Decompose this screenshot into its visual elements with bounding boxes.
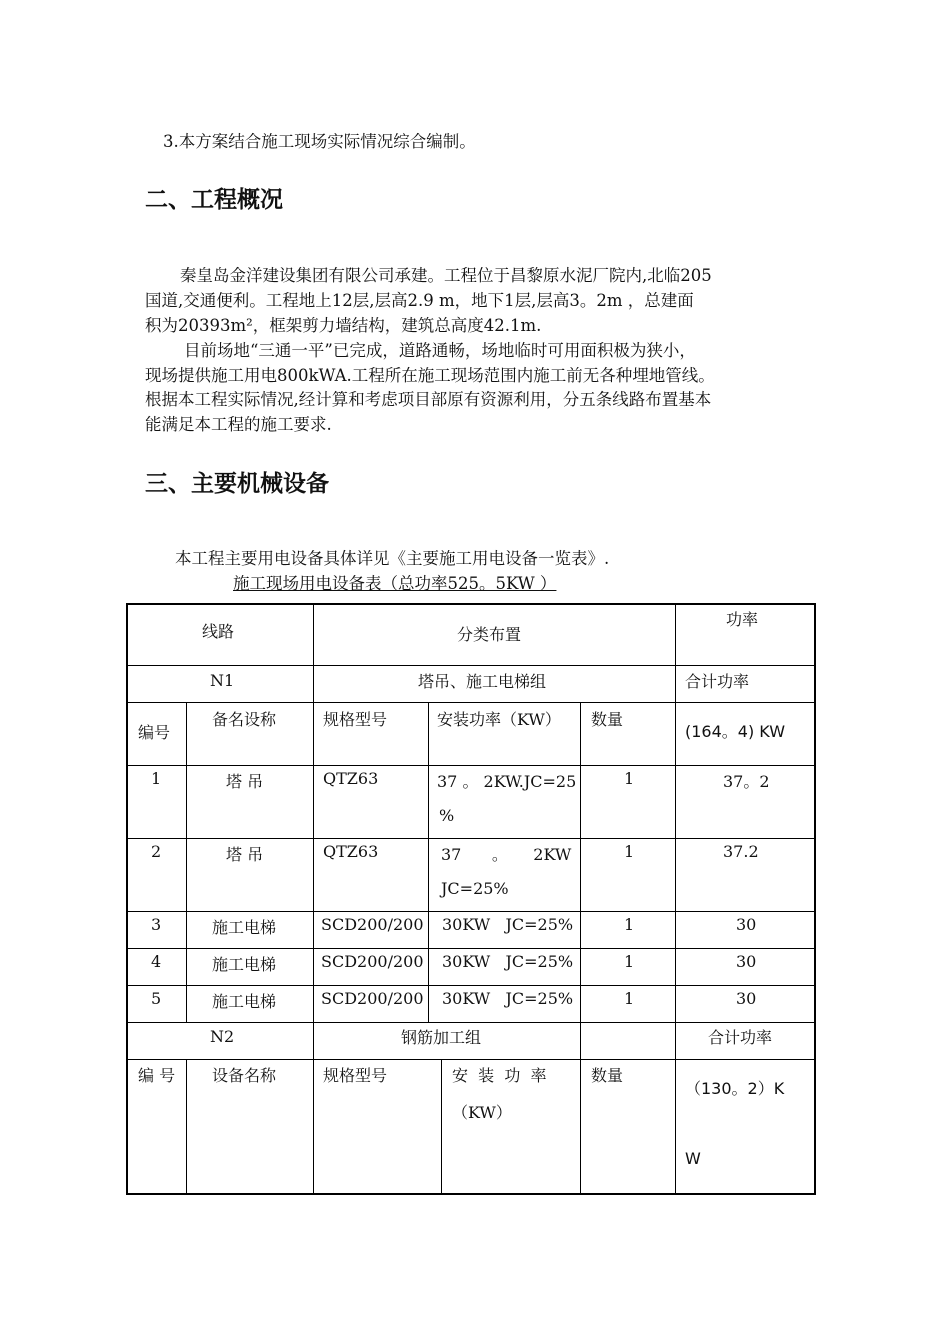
section3-intro: 本工程主要用电设备具体详见《主要施工用电设备一览表》. [175,549,610,568]
group2-total-value: （130。2）K [685,1079,785,1098]
col-power: 安装功率（KW） [437,710,561,729]
row5-name: 施工电梯 [212,992,277,1011]
row3-no: 3 [151,915,162,934]
row5-no: 5 [151,989,162,1008]
row2-total: 37.2 [723,842,759,861]
grid-line [313,603,314,1195]
section2-para2-line4: 能满足本工程的施工要求. [145,415,332,434]
row1-name: 塔 吊 [226,772,264,791]
row1-no: 1 [151,769,162,788]
col-no: 编号 [138,723,171,742]
row4-no: 4 [151,952,162,971]
row1-qty: 1 [624,769,635,788]
grid-line [126,985,816,986]
grid-line [126,1022,816,1023]
intro-item: 3.本方案结合施工现场实际情况综合编制。 [163,132,476,151]
g2-col-power-unit: （KW） [452,1103,512,1122]
grid-line [126,665,816,666]
group2-name: 钢筋加工组 [401,1028,482,1047]
row3-name: 施工电梯 [212,918,277,937]
section2-para1-line2: 国道,交通便利。工程地上12层,层高2.9 m，地下1层,层高3。2m ，总建面 [145,291,694,310]
row2-qty: 1 [624,842,635,861]
row5-total: 30 [736,989,757,1008]
section2-para1-line1: 秦皇岛金洋建设集团有限公司承建。工程位于昌黎原水泥厂院内,北临205 [180,266,712,285]
group2-id: N2 [210,1027,235,1046]
group1-total-label: 合计功率 [685,672,750,691]
g2-col-no: 编 号 [138,1066,176,1085]
g2-col-spec: 规格型号 [323,1066,388,1085]
col-name: 备名设称 [212,710,277,729]
row3-qty: 1 [624,915,635,934]
grid-line [186,1059,187,1195]
grid-line [428,702,429,1022]
grid-line [580,702,581,1195]
grid-line [186,702,187,1022]
row2-no: 2 [151,842,162,861]
section2-heading: 二、工程概况 [145,187,283,213]
grid-line [126,702,816,703]
header-line: 线路 [202,622,235,641]
row2-power-cont: JC=25% [441,879,509,898]
grid-line [126,765,816,766]
grid-line [675,603,676,1195]
row4-qty: 1 [624,952,635,971]
table-caption: 施工现场用电设备表（总功率525。5KW ） [233,574,557,593]
section2-para2-line1: 目前场地“三通一平”已完成，道路通畅，场地临时可用面积极为狭小， [184,341,696,360]
grid-line [126,911,816,912]
row2-name: 塔 吊 [226,845,264,864]
grid-line [441,1059,442,1195]
row5-qty: 1 [624,989,635,1008]
header-power: 功率 [726,610,759,629]
row1-spec: QTZ63 [323,769,379,788]
row3-spec: SCD200/200 [321,915,424,934]
col-qty: 数量 [591,710,624,729]
row3-total: 30 [736,915,757,934]
row1-power-cont: % [439,806,455,825]
grid-line [126,948,816,949]
row4-total: 30 [736,952,757,971]
row1-total: 37。2 [723,772,770,791]
row5-spec: SCD200/200 [321,989,424,1008]
section2-para1-line3: 积为20393m²，框架剪力墙结构，建筑总高度42.1m. [145,316,542,335]
row4-power: 30KW JC=25% [442,952,574,971]
row2-power: 37 。 2KW [441,845,572,864]
g2-col-name: 设备名称 [212,1066,277,1085]
grid-line [126,1059,816,1060]
g2-col-power: 安 装 功 率 [452,1066,547,1085]
group1-id: N1 [210,671,235,690]
group2-total-value-cont: W [685,1149,701,1168]
grid-line [126,838,816,839]
row1-power: 37 。 2KW.JC=25 [437,772,577,791]
section2-para2-line3: 根据本工程实际情况,经计算和考虑项目部原有资源利用，分五条线路布置基本 [145,390,712,409]
col-spec: 规格型号 [323,710,388,729]
row5-power: 30KW JC=25% [442,989,574,1008]
row2-spec: QTZ63 [323,842,379,861]
equipment-table [126,603,816,1195]
group2-total-label: 合计功率 [708,1028,773,1047]
section2-para2-line2: 现场提供施工用电800kWA.工程所在施工现场范围内施工前无各种埋地管线。 [145,366,715,385]
section3-heading: 三、主要机械设备 [145,471,329,497]
row4-name: 施工电梯 [212,955,277,974]
group1-total-value: (164。4) KW [685,722,786,741]
row4-spec: SCD200/200 [321,952,424,971]
header-layout: 分类布置 [457,625,522,644]
g2-col-qty: 数量 [591,1066,624,1085]
group1-name: 塔吊、施工电梯组 [418,672,547,691]
row3-power: 30KW JC=25% [442,915,574,934]
